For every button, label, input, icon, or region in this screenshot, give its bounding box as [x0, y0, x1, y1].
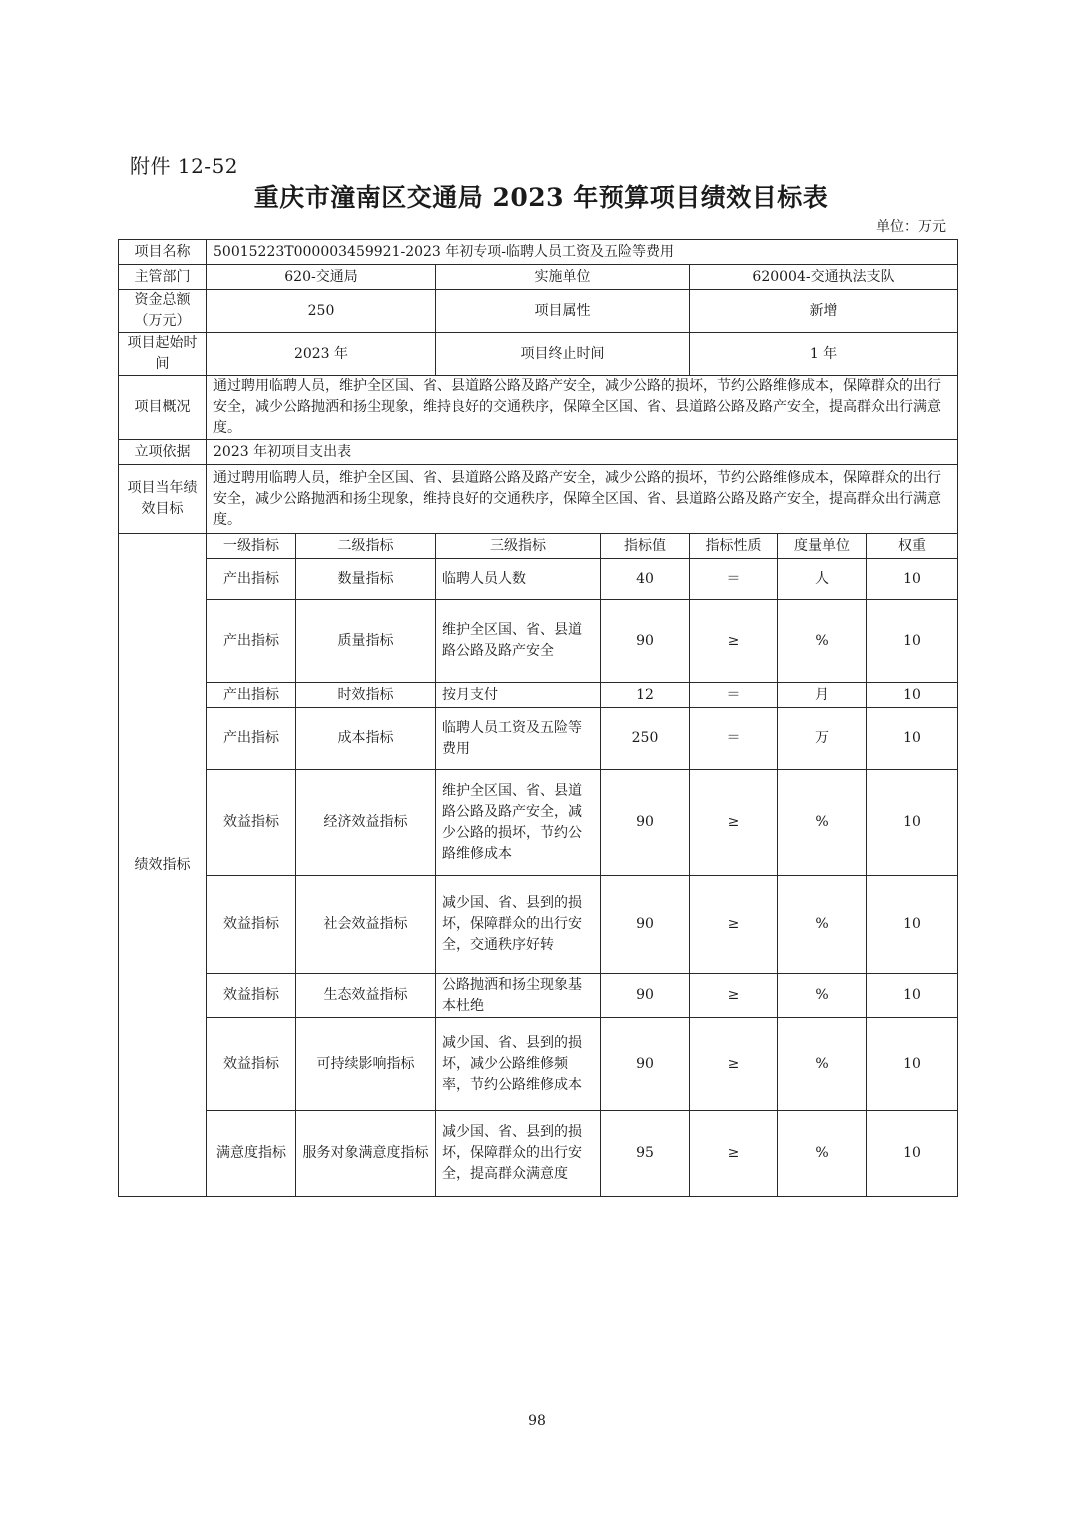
level2-indicator: 生态效益指标	[296, 974, 436, 1018]
indicator-nature: ≥	[690, 600, 778, 683]
dept-label: 主管部门	[119, 265, 207, 290]
attachment-label: 附件 12-52	[130, 154, 239, 178]
indicator-row	[119, 1018, 958, 1111]
measure-unit: %	[778, 600, 867, 683]
column-header: 指标值	[601, 534, 690, 559]
unit-label: 单位：万元	[876, 219, 946, 235]
weight: 10	[867, 876, 958, 974]
impl-value: 620004-交通执法支队	[690, 265, 958, 290]
column-header: 一级指标	[207, 534, 296, 559]
basis-value: 2023 年初项目支出表	[207, 440, 958, 465]
goal-label: 项目当年绩效目标	[119, 465, 207, 534]
weight: 10	[867, 974, 958, 1018]
row-basis	[119, 440, 958, 465]
measure-unit: %	[778, 974, 867, 1018]
level1-indicator: 效益指标	[207, 876, 296, 974]
overview-value: 通过聘用临聘人员，维护全区国、省、县道路公路及路产安全，减少公路的损坏，节约公路维修成本，保障群众的出行安全，减少公路抛洒和扬尘现象，维持良好的交通秩序，保障全区国、省、县道路公路及路产安全，提高群众出行满意度。	[207, 376, 958, 440]
column-header: 三级指标	[436, 534, 601, 559]
indicator-nature: ≥	[690, 770, 778, 876]
indicator-value: 250	[601, 708, 690, 770]
end-label: 项目终止时间	[436, 333, 690, 376]
level2-indicator: 成本指标	[296, 708, 436, 770]
row-project-name	[119, 240, 958, 265]
level1-indicator: 满意度指标	[207, 1111, 296, 1197]
level2-indicator: 数量指标	[296, 559, 436, 600]
impl-label: 实施单位	[436, 265, 690, 290]
measure-unit: 月	[778, 683, 867, 708]
measure-unit: %	[778, 876, 867, 974]
row-goal	[119, 465, 958, 534]
fund-value: 250	[207, 290, 436, 333]
column-header: 指标性质	[690, 534, 778, 559]
level2-indicator: 时效指标	[296, 683, 436, 708]
row-dept	[119, 265, 958, 290]
weight: 10	[867, 1018, 958, 1111]
indicator-value: 90	[601, 600, 690, 683]
indicator-row	[119, 600, 958, 683]
indicator-value: 90	[601, 1018, 690, 1111]
fund-label: 资金总额（万元）	[119, 290, 207, 333]
level3-indicator: 公路抛洒和扬尘现象基本杜绝	[436, 974, 601, 1018]
goal-value: 通过聘用临聘人员，维护全区国、省、县道路公路及路产安全，减少公路的损坏，节约公路维修成本，保障群众的出行安全，减少公路抛洒和扬尘现象，维持良好的交通秩序，保障全区国、省、县道路公路及路产安全，提高群众出行满意度。	[207, 465, 958, 534]
indicator-row	[119, 683, 958, 708]
indicator-value: 40	[601, 559, 690, 600]
end-value: 1 年	[690, 333, 958, 376]
indicator-value: 90	[601, 876, 690, 974]
weight: 10	[867, 1111, 958, 1197]
project-name-value: 50015223T000003459921-2023 年初专项-临聘人员工资及五险等费用	[207, 240, 958, 265]
page-number: 98	[528, 1413, 546, 1429]
indicator-row	[119, 1111, 958, 1197]
indicator-nature: ≥	[690, 974, 778, 1018]
level3-indicator: 维护全区国、省、县道路公路及路产安全，减少公路的损坏，节约公路维修成本	[436, 770, 601, 876]
measure-unit: %	[778, 770, 867, 876]
indicator-row	[119, 876, 958, 974]
row-overview	[119, 376, 958, 440]
indicator-nature: ＝	[690, 559, 778, 600]
indicator-row	[119, 770, 958, 876]
indicator-value: 90	[601, 974, 690, 1018]
indicator-nature: ＝	[690, 708, 778, 770]
level2-indicator: 可持续影响指标	[296, 1018, 436, 1111]
page-title: 重庆市潼南区交通局 2023 年预算项目绩效目标表	[253, 183, 829, 212]
start-value: 2023 年	[207, 333, 436, 376]
indicator-row	[119, 974, 958, 1018]
weight: 10	[867, 708, 958, 770]
column-header: 权重	[867, 534, 958, 559]
level1-indicator: 效益指标	[207, 974, 296, 1018]
project-name-label: 项目名称	[119, 240, 207, 265]
start-label: 项目起始时间	[119, 333, 207, 376]
overview-label: 项目概况	[119, 376, 207, 440]
indicator-nature: ≥	[690, 1018, 778, 1111]
level3-indicator: 减少国、省、县到的损坏，减少公路维修频率，节约公路维修成本	[436, 1018, 601, 1111]
column-header: 二级指标	[296, 534, 436, 559]
weight: 10	[867, 683, 958, 708]
indicator-nature: ≥	[690, 876, 778, 974]
indicator-row	[119, 559, 958, 600]
weight: 10	[867, 559, 958, 600]
measure-unit: %	[778, 1018, 867, 1111]
level2-indicator: 服务对象满意度指标	[296, 1111, 436, 1197]
attr-value: 新增	[690, 290, 958, 333]
level2-indicator: 社会效益指标	[296, 876, 436, 974]
measure-unit: 人	[778, 559, 867, 600]
level1-indicator: 效益指标	[207, 770, 296, 876]
indicator-value: 95	[601, 1111, 690, 1197]
column-header: 度量单位	[778, 534, 867, 559]
level2-indicator: 经济效益指标	[296, 770, 436, 876]
level3-indicator: 减少国、省、县到的损坏，保障群众的出行安全，交通秩序好转	[436, 876, 601, 974]
basis-label: 立项依据	[119, 440, 207, 465]
indicator-value: 12	[601, 683, 690, 708]
row-period	[119, 333, 958, 376]
indicator-section-label: 绩效指标	[119, 534, 207, 1197]
level1-indicator: 产出指标	[207, 708, 296, 770]
indicator-value: 90	[601, 770, 690, 876]
weight: 10	[867, 600, 958, 683]
performance-table	[118, 239, 958, 1197]
level1-indicator: 效益指标	[207, 1018, 296, 1111]
row-fund	[119, 290, 958, 333]
measure-unit: %	[778, 1111, 867, 1197]
indicator-nature: ＝	[690, 683, 778, 708]
level3-indicator: 维护全区国、省、县道路公路及路产安全	[436, 600, 601, 683]
level3-indicator: 临聘人员人数	[436, 559, 601, 600]
level3-indicator: 临聘人员工资及五险等费用	[436, 708, 601, 770]
level3-indicator: 按月支付	[436, 683, 601, 708]
weight: 10	[867, 770, 958, 876]
indicator-nature: ≥	[690, 1111, 778, 1197]
attr-label: 项目属性	[436, 290, 690, 333]
level1-indicator: 产出指标	[207, 600, 296, 683]
level1-indicator: 产出指标	[207, 683, 296, 708]
level1-indicator: 产出指标	[207, 559, 296, 600]
measure-unit: 万	[778, 708, 867, 770]
indicator-header-row	[119, 534, 958, 559]
dept-value: 620-交通局	[207, 265, 436, 290]
level3-indicator: 减少国、省、县到的损坏，保障群众的出行安全，提高群众满意度	[436, 1111, 601, 1197]
indicator-row	[119, 708, 958, 770]
level2-indicator: 质量指标	[296, 600, 436, 683]
